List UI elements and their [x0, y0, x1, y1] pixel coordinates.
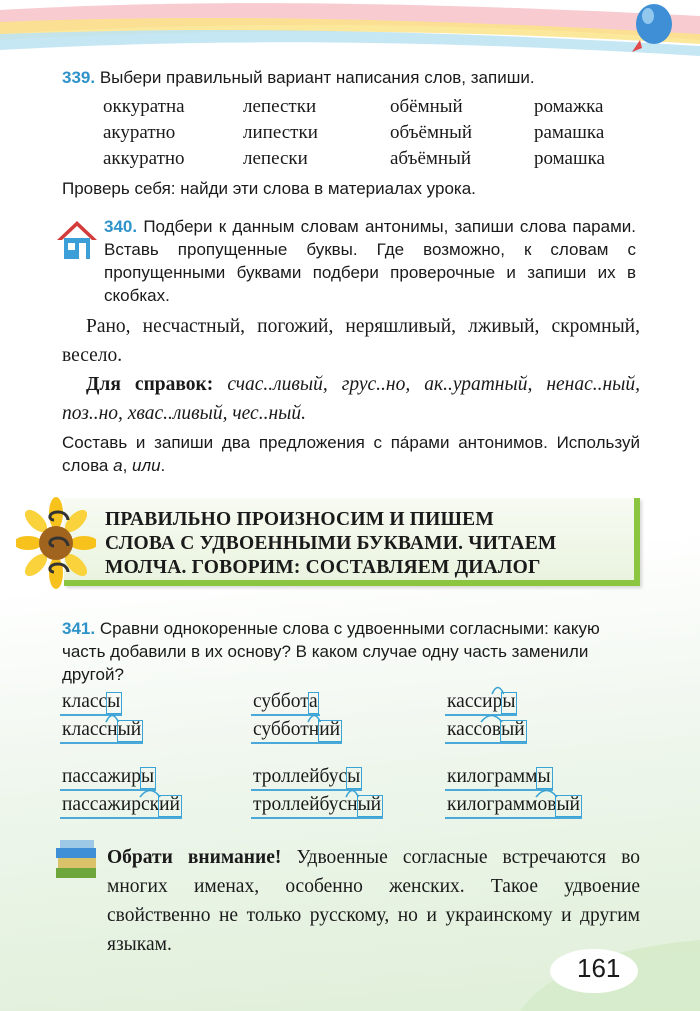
compose-text: Составь и запиши два предложения с [62, 433, 382, 452]
ending-box [158, 795, 182, 817]
word-ending: ый [501, 719, 525, 740]
word-ending: ий [159, 794, 180, 815]
word-suffix: н [107, 719, 118, 740]
compose-text: . [160, 456, 166, 475]
help-words [62, 370, 640, 428]
variant-word: ромажка [534, 96, 604, 117]
variant-word: рамашка [534, 122, 605, 143]
variant-word: объёмный [390, 122, 473, 143]
variant-word: абъёмный [390, 148, 472, 169]
word-ending: ы [502, 691, 516, 712]
variant-word: лепестки [243, 96, 317, 117]
ending-box [308, 692, 320, 714]
word-suffix: н [347, 794, 358, 815]
stem-underline [445, 742, 527, 744]
stem-underline [60, 817, 182, 819]
variant-word: обёмный [390, 96, 463, 117]
stem-underline [60, 742, 143, 744]
books-icon [52, 838, 102, 883]
help-word-list: счас..ливый, грус..но, ак..уратный, ненас..ный, поз..но, хвас..ливый, чес..ный. [62, 374, 640, 424]
binder-rings-icon [46, 506, 106, 586]
word-list: Рано, несчастный, погожий, неряшливый, лживый, скромный, весело. [62, 316, 640, 366]
ending-box [500, 720, 527, 742]
word-stem: килограмм [447, 794, 538, 815]
compose-text: па́рами [390, 433, 450, 452]
ending-box [536, 767, 552, 789]
word-stem: касс [447, 719, 483, 740]
spelling-variants-grid [103, 94, 643, 171]
section-title [105, 508, 640, 580]
exercise-341-instruction [62, 617, 642, 686]
page-number: 161 [577, 953, 621, 983]
section-title-line: СЛОВА С УДВОЕННЫМИ БУКВАМИ. ЧИТАЕМ [105, 533, 557, 554]
word-stem: троллейбус [253, 794, 348, 815]
balloon-icon [618, 2, 678, 60]
compose-text: антонимов. Используй слова [62, 433, 640, 475]
exercise-number: 340. [104, 217, 138, 236]
word-stem: класс [62, 719, 108, 740]
exercise-number: 341. [62, 619, 96, 638]
word-ending: ы [347, 766, 361, 787]
word-suffix: ов [482, 719, 502, 740]
compose-text: , [122, 456, 128, 475]
word-stem: троллейбус [253, 766, 348, 787]
word-stem: класс [62, 691, 108, 712]
word-stem: суббот [253, 691, 309, 712]
exercise-number: 339. [62, 68, 96, 87]
variant-word: аккуратно [103, 148, 185, 169]
note-label: Обрати внимание! [107, 847, 282, 868]
word-ending: ы [537, 766, 551, 787]
word-stem: пассажир [62, 794, 141, 815]
stem-underline [251, 817, 383, 819]
help-label: Для справок: [86, 374, 214, 395]
ending-box [117, 720, 144, 742]
compose-word-a: а [113, 456, 123, 475]
ending-box [106, 692, 122, 714]
analyzed-word [447, 765, 551, 789]
note-text: Удвоенные согласные встречаются во многих именах, особенно женских. Такое удвоение свойственно не только русскому, но и украинскому и другим языкам. [107, 847, 641, 955]
word-stem: суббот [253, 719, 309, 740]
variant-word: лепески [243, 148, 308, 169]
word-suffix: ск [140, 794, 160, 815]
word-ending: ый [556, 794, 580, 815]
analyzed-word [253, 765, 360, 789]
compose-word-ili: или [132, 456, 161, 475]
word-ending: ы [140, 766, 155, 787]
word-suffix: ов [537, 794, 557, 815]
word-ending: ый [117, 719, 142, 740]
variant-word: липестки [243, 122, 318, 143]
instruction-text: Подбери к данным словам антонимы, запиши слова парами. Вставь пропущенные буквы. Где возможно, к словам с пропущенными буквами подбери проверочные и запиши их в скобках. [104, 217, 636, 305]
ending-box [140, 767, 156, 789]
stem-underline [251, 742, 342, 744]
word-ending: ий [319, 719, 341, 740]
compose-task [62, 431, 640, 477]
variant-word: ромашка [534, 148, 605, 169]
instruction-text: Сравни однокоренные слова с удвоенными согласными: какую часть добавили в их основу? В каком случае одну часть заменили другой? [62, 619, 600, 684]
word-stem: килограмм [447, 766, 538, 787]
exercise-339-instruction [62, 66, 662, 89]
ending-box [318, 720, 342, 742]
word-ending: а [309, 691, 318, 712]
word-stem: касси [447, 691, 493, 712]
ending-box [346, 767, 362, 789]
variant-word: акуратно [103, 122, 176, 143]
word-ending: ы [107, 691, 121, 712]
check-yourself-text: Проверь себя: найди эти слова в материалах урока. [62, 179, 476, 198]
section-title-line: МОЛЧА. ГОВОРИМ: СОСТАВЛЯЕМ ДИАЛОГ [105, 557, 541, 578]
section-title-line: ПРАВИЛЬНО ПРОИЗНОСИМ И ПИШЕМ [105, 509, 494, 530]
ending-box [555, 795, 582, 817]
exercise-340-instruction [104, 215, 636, 307]
stem-underline [445, 817, 582, 819]
ending-box [357, 795, 384, 817]
ending-box [501, 692, 517, 714]
home-task-icon [54, 218, 100, 262]
word-stem: пассажир [62, 766, 141, 787]
instruction-text: Выбери правильный вариант написания слов, запиши. [99, 68, 535, 87]
word-suffix: н [308, 719, 320, 740]
decorative-top-band [0, 0, 700, 64]
word-ending: ый [357, 794, 382, 815]
word-suffix: р [492, 691, 503, 712]
variant-word: оккуратна [103, 96, 185, 117]
